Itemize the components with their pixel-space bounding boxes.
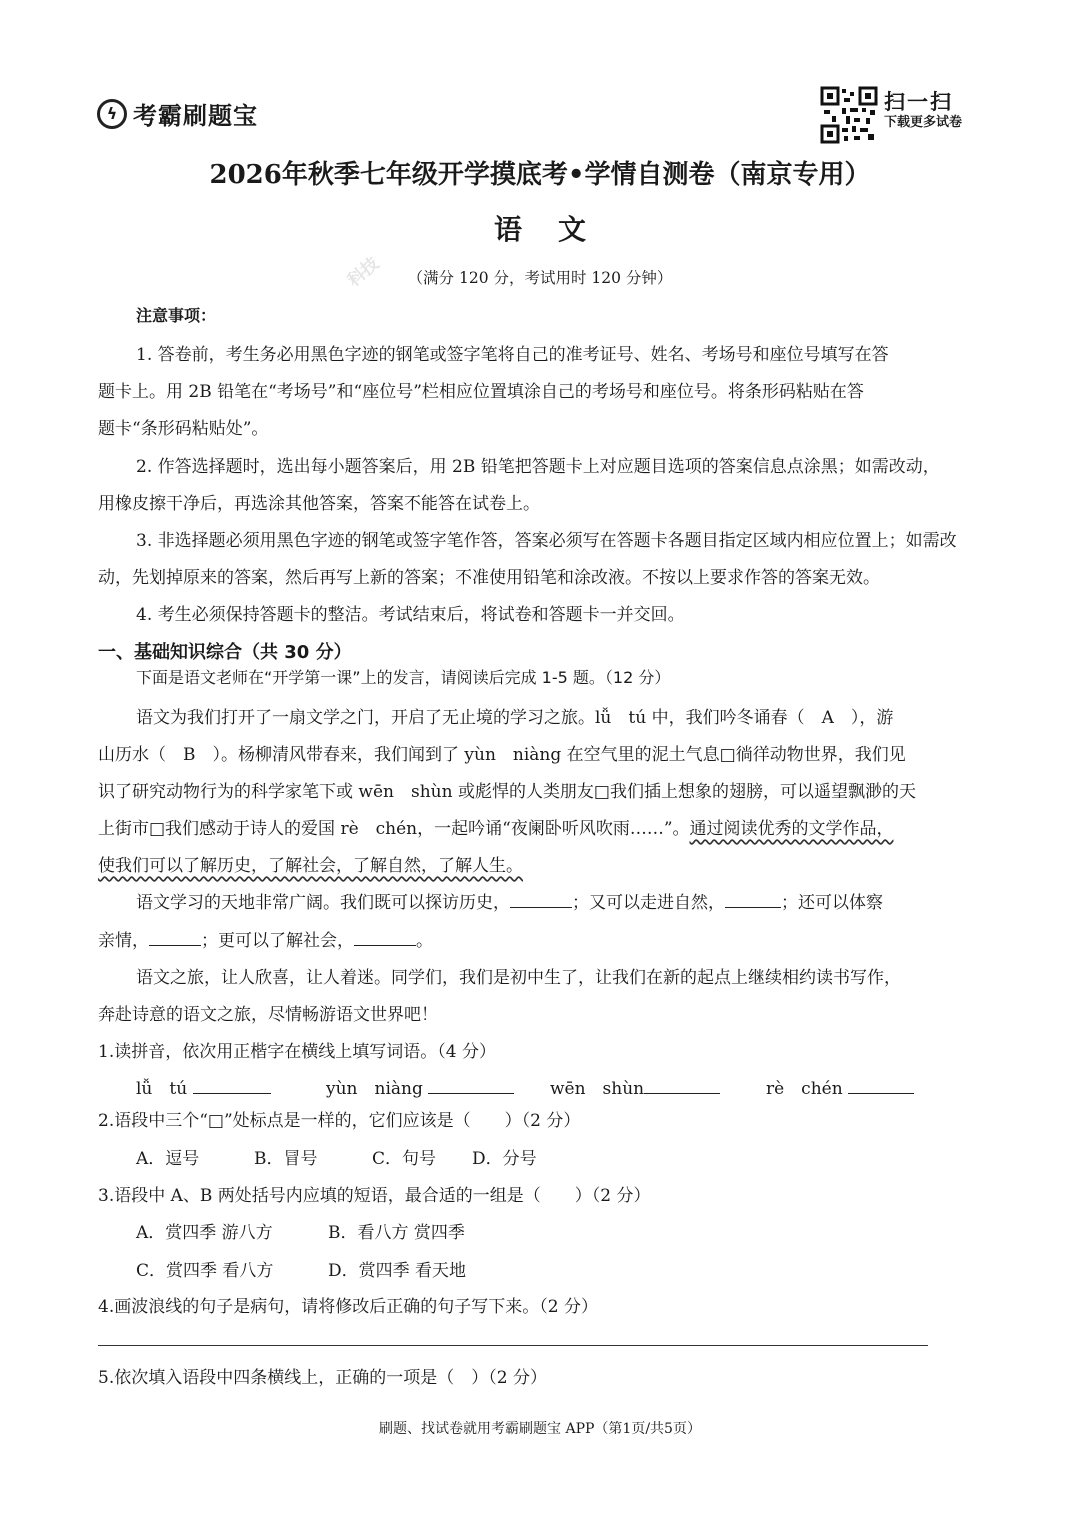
note-3-line-1: 3. 非选择题必须用黑色字迹的钢笔或签字笔作答，答案必须写在答题卡各题目指定区域内相应位置上；如需改: [136, 531, 957, 551]
pinyin-item-2: [326, 1074, 550, 1099]
blank-2: [725, 906, 781, 908]
q2-option-d[interactable]: D．分号: [472, 1149, 537, 1169]
note-1-line-3: 题卡“条形码粘贴处”。: [98, 419, 269, 439]
passage-p3-line-2: 奔赴诗意的语文之旅，尽情畅游语文世界吧！: [98, 1005, 438, 1025]
question-5-stem: 5.依次填入语段中四条横线上，正确的一项是（ ）（2 分）: [98, 1368, 547, 1388]
section-1-heading: 一、基础知识综合（共 30 分）: [98, 642, 352, 663]
pinyin-3: wēn shùn: [550, 1079, 645, 1099]
passage-p3-line-1: 语文之旅，让人欣喜，让人着迷。同学们，我们是初中生了，让我们在新的起点上继续相约读书写作，: [136, 968, 901, 988]
passage-p2-line-2: [98, 926, 986, 951]
q3-option-a[interactable]: A．赏四季 游八方: [136, 1223, 273, 1243]
question-2-stem: 2.语段中三个“□”处标点是一样的，它们应该是（ ）（2 分）: [98, 1111, 581, 1131]
pinyin-item-1: [136, 1074, 326, 1099]
brand-logo: [97, 96, 258, 131]
pinyin-item-4: [766, 1074, 926, 1099]
section-1-intro: 下面是语文老师在“开学第一课”上的发言，请阅读后完成 1-5 题。（12 分）: [136, 668, 671, 687]
passage-p1-line-1: 语文为我们打开了一扇文学之门，开启了无止境的学习之旅。lǚ tú 中，我们吟冬诵春（ A ），游: [136, 708, 894, 728]
wavy-sentence-part-1: 通过阅读优秀的文学作品，: [689, 819, 894, 839]
passage-p2-text-6: 。: [416, 931, 433, 951]
note-1-line-2: 题卡上。用 2B 铅笔在“考场号”和“座位号”栏相应位置填涂自己的考场号和座位号。将条形码粘贴在答: [98, 382, 864, 402]
passage-p2-text-2: ；又可以走进自然，: [572, 893, 725, 913]
blank-4: [354, 944, 416, 946]
brand-name: 考霸刷题宝: [133, 102, 258, 130]
passage-p1-line-5: [98, 851, 986, 876]
q3-option-c[interactable]: C．赏四季 看八方: [136, 1261, 274, 1281]
page-footer: 刷题、找试卷就用考霸刷题宝 APP（第1页/共5页）: [379, 1421, 701, 1437]
scan-prompt: [884, 90, 962, 132]
q2-option-b[interactable]: B．冒号: [254, 1149, 318, 1169]
passage-p1-line-3: 识了研究动物行为的科学家笔下或 wēn shùn 或彪悍的人类朋友□我们插上想象的翅膀，可以遥望飘渺的天: [98, 782, 916, 802]
note-1-line-1: 1. 答卷前，考生务必用黑色字迹的钢笔或签字笔将自己的准考证号、姓名、考场号和座位号填写在答: [136, 345, 889, 365]
answer-blank-1[interactable]: [193, 1092, 271, 1094]
scan-subtitle: 下载更多试卷: [884, 115, 963, 130]
subject-heading: 语文: [493, 213, 622, 246]
answer-blank-3[interactable]: [644, 1092, 720, 1094]
question-4-answer-line[interactable]: [98, 1345, 928, 1346]
question-2-options: [136, 1144, 1024, 1169]
note-2-line-2: 用橡皮擦干净后，再选涂其他答案，答案不能答在试卷上。: [98, 494, 540, 514]
passage-p2-text-5: ；更可以了解社会，: [201, 931, 354, 951]
score-info: （满分 120 分，考试用时 120 分钟）: [407, 269, 673, 287]
passage-p1-line-2: 山历水（ B ）。杨柳清风带春来，我们闻到了 yùn niàng 在空气里的泥土气息□徜徉动物世界，我们见: [98, 745, 906, 765]
pinyin-2: yùn niàng: [326, 1079, 423, 1099]
question-3-options-row-2: [136, 1256, 1024, 1281]
question-1-stem: 1.读拼音，依次用正楷字在横线上填写词语。（4 分）: [98, 1042, 496, 1062]
q2-option-a[interactable]: A．逗号: [136, 1149, 200, 1169]
blank-1: [510, 906, 572, 908]
question-4-stem: 4.画波浪线的句子是病句，请将修改后正确的句子写下来。（2 分）: [98, 1297, 598, 1317]
question-3-options-row-1: [136, 1218, 1024, 1243]
q3-option-b[interactable]: B．看八方 赏四季: [328, 1223, 465, 1243]
answer-blank-4[interactable]: [848, 1092, 914, 1094]
lightning-bolt-icon: ϟ: [97, 99, 127, 129]
passage-p1-line-4-text: 上街市□我们感动于诗人的爱国 rè chén，一起吟诵“夜阑卧听风吹雨……”。: [98, 819, 690, 839]
note-4: 4. 考生必须保持答题卡的整洁。考试结束后，将试卷和答题卡一并交回。: [136, 605, 685, 625]
question-1-pinyin-row: [136, 1074, 956, 1099]
q2-option-c[interactable]: C．句号: [372, 1149, 437, 1169]
pinyin-item-3: [550, 1074, 766, 1099]
note-2-line-1: 2. 作答选择题时，选出每小题答案后，用 2B 铅笔把答题卡上对应题目选项的答案信息点涂黑；如需改动，: [136, 457, 940, 477]
wavy-sentence-part-2: 使我们可以了解历史，了解社会，了解自然，了解人生。: [98, 856, 523, 876]
exam-title: 2026年秋季七年级开学摸底考•学情自测卷（南京专用）: [209, 160, 871, 190]
qr-code-icon: [820, 86, 878, 144]
passage-p2-text-4: 亲情，: [98, 931, 149, 951]
note-3-line-2: 动，先划掉原来的答案，然后再写上新的答案；不准使用铅笔和涂改液。不按以上要求作答的答案无效。: [98, 568, 880, 588]
question-3-stem: 3.语段中 A、B 两处括号内应填的短语，最合适的一组是（ ）（2 分）: [98, 1186, 651, 1206]
notes-heading: 注意事项：: [136, 306, 217, 325]
passage-p2-text-1: 语文学习的天地非常广阔。我们既可以探访历史，: [136, 893, 510, 913]
blank-3: [149, 944, 201, 946]
passage-p2-text-3: ；还可以体察: [781, 893, 883, 913]
watermark: 科技: [344, 253, 384, 292]
passage-p2-line-1: [136, 888, 1024, 913]
passage-p1-line-4: [98, 814, 986, 839]
pinyin-1: lǚ tú: [136, 1079, 188, 1099]
answer-blank-2[interactable]: [428, 1092, 514, 1094]
pinyin-4: rè chén: [766, 1079, 843, 1099]
q3-option-d[interactable]: D．赏四季 看天地: [328, 1261, 467, 1281]
scan-title: 扫一扫: [884, 90, 953, 114]
